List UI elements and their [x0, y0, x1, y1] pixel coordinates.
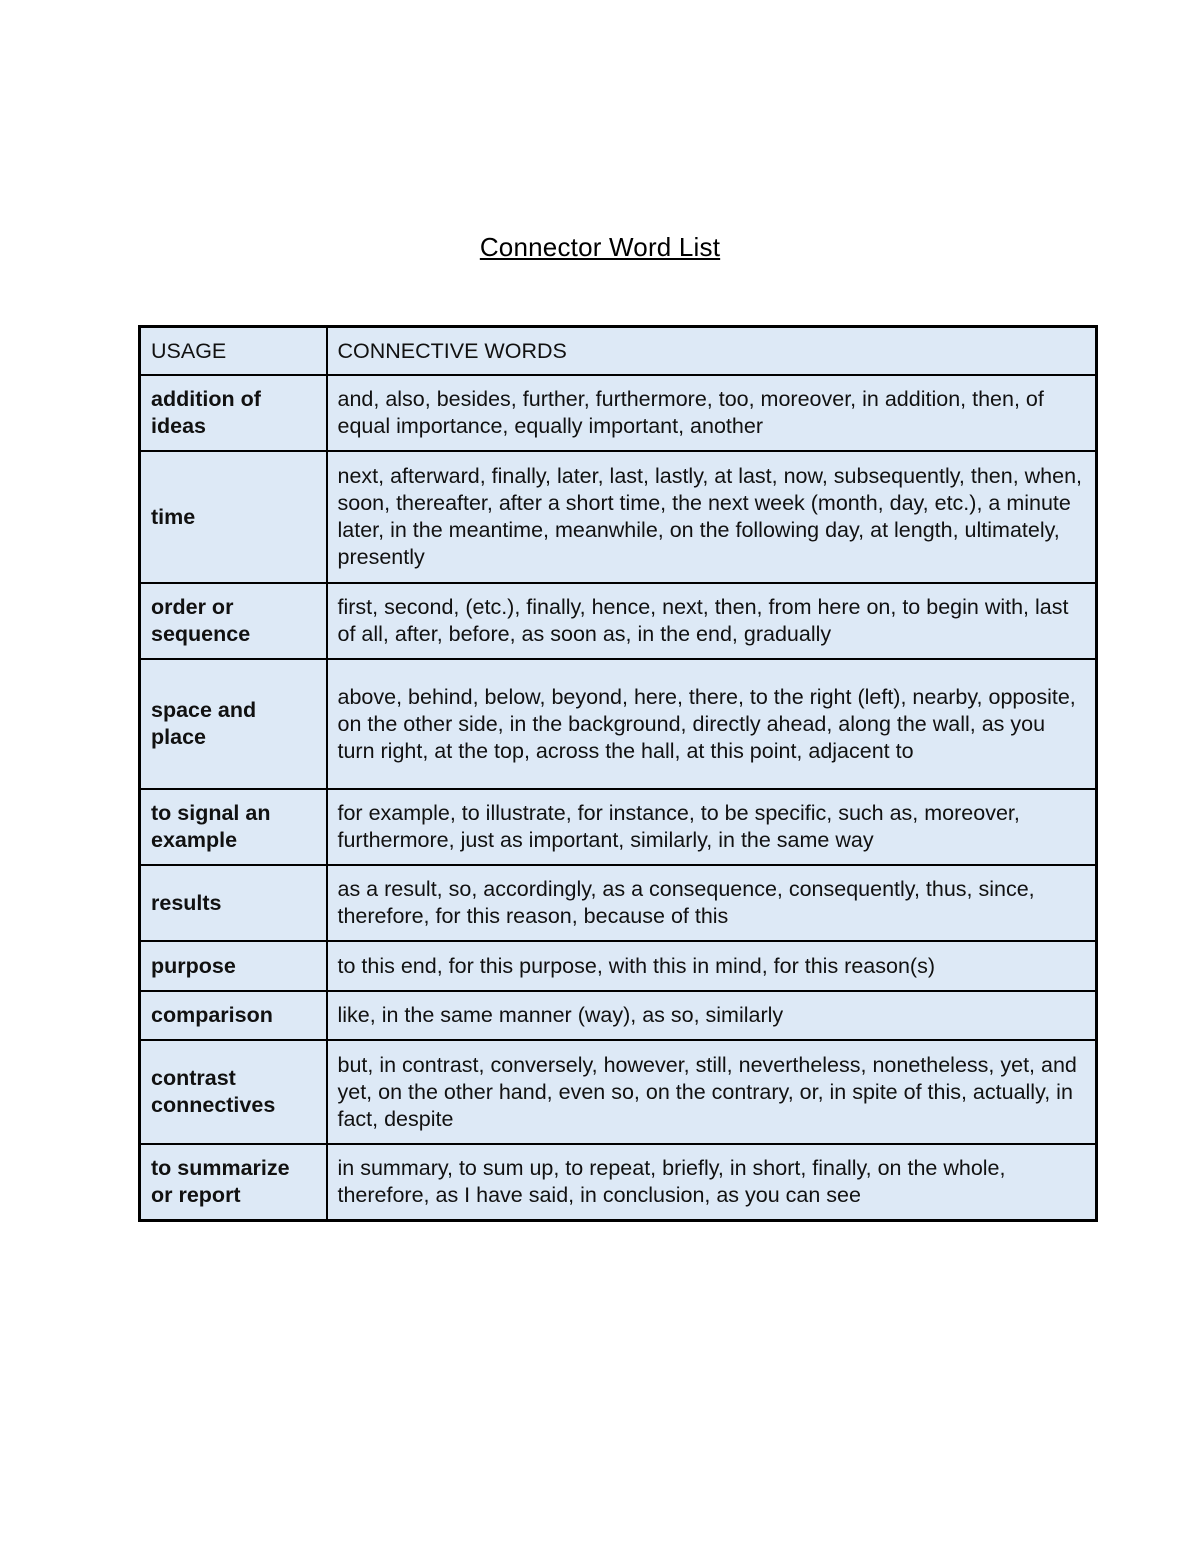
header-connective-words: CONNECTIVE WORDS [327, 327, 1097, 376]
table-row [140, 941, 1097, 991]
usage-cell: to signal an example [140, 789, 327, 865]
words-cell: first, second, (etc.), finally, hence, next, then, from here on, to begin with, last of all, after, before, as soon as, in the end, gradually [327, 583, 1097, 659]
usage-cell: space and place [140, 659, 327, 789]
words-cell: but, in contrast, conversely, however, still, nevertheless, nonetheless, yet, and yet, on the other hand, even so, on the contrary, or, in spite of this, actually, in fact, despite [327, 1040, 1097, 1144]
table-row [140, 659, 1097, 789]
page-title: Connector Word List [479, 232, 721, 262]
usage-cell: purpose [140, 941, 327, 991]
usage-cell: addition of ideas [140, 375, 327, 451]
words-cell: for example, to illustrate, for instance, to be specific, such as, moreover, furthermore, just as important, similarly, in the same way [327, 789, 1097, 865]
connector-word-table [138, 325, 1098, 1222]
table-row [140, 375, 1097, 451]
table-row [140, 1040, 1097, 1144]
table-header-row [140, 327, 1097, 376]
usage-cell: results [140, 865, 327, 941]
table-row [140, 865, 1097, 941]
usage-cell: to summarize or report [140, 1144, 327, 1220]
table-row [140, 451, 1097, 583]
words-cell: above, behind, below, beyond, here, there, to the right (left), nearby, opposite, on the other side, in the background, directly ahead, along the wall, as you turn right, at the top, across the hall, at this point, adjacent to [327, 659, 1097, 789]
table-row [140, 789, 1097, 865]
words-cell: to this end, for this purpose, with this in mind, for this reason(s) [327, 941, 1097, 991]
table-row [140, 583, 1097, 659]
usage-cell: time [140, 451, 327, 583]
table-row [140, 1144, 1097, 1220]
words-cell: like, in the same manner (way), as so, similarly [327, 991, 1097, 1040]
words-cell: and, also, besides, further, furthermore, too, moreover, in addition, then, of equal importance, equally important, another [327, 375, 1097, 451]
words-cell: in summary, to sum up, to repeat, briefly, in short, finally, on the whole, therefore, as I have said, in conclusion, as you can see [327, 1144, 1097, 1220]
table-row [140, 991, 1097, 1040]
words-cell: next, afterward, finally, later, last, lastly, at last, now, subsequently, then, when, soon, thereafter, after a short time, the next week (month, day, etc.), a minute later, in the meantime, meanwhile, on the following day, at length, ultimately, presently [327, 451, 1097, 583]
usage-cell: contrast connectives [140, 1040, 327, 1144]
usage-cell: order or sequence [140, 583, 327, 659]
usage-cell: comparison [140, 991, 327, 1040]
words-cell: as a result, so, accordingly, as a consequence, consequently, thus, since, therefore, for this reason, because of this [327, 865, 1097, 941]
header-usage: USAGE [140, 327, 327, 376]
